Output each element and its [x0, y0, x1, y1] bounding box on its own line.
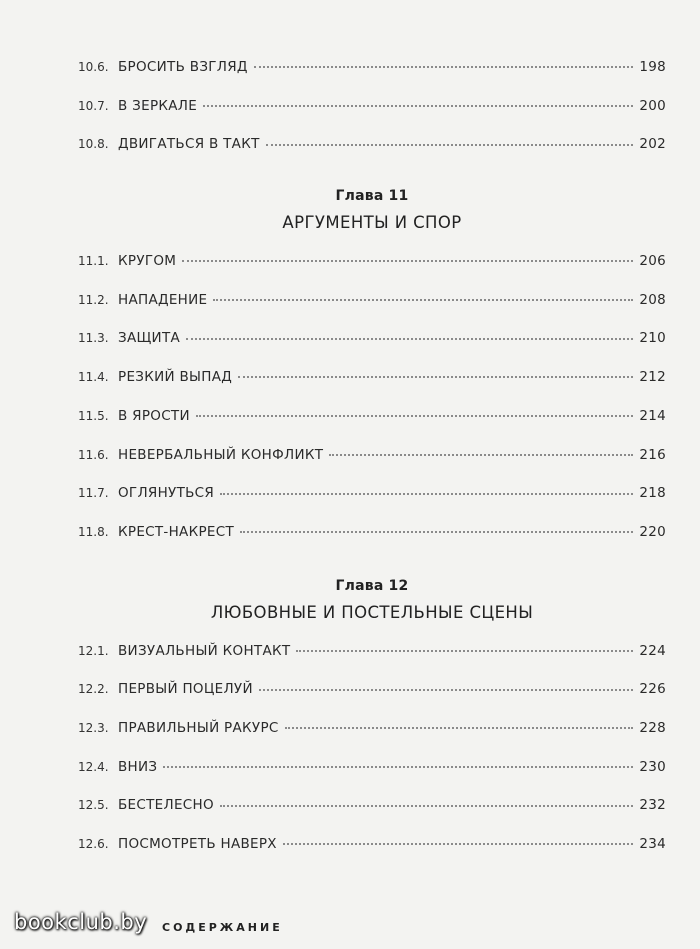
entry-title: НАПАДЕНИЕ — [118, 291, 208, 308]
chapter-title: ЛЮБОВНЫЕ И ПОСТЕЛЬНЫЕ СЦЕНЫ — [210, 602, 534, 622]
dot-leader — [285, 727, 634, 729]
toc-entry[interactable] — [78, 825, 666, 864]
toc-entry[interactable] — [78, 474, 666, 513]
running-head: СОДЕРЖАНИЕ — [162, 921, 283, 934]
dot-leader — [266, 144, 634, 146]
entry-number: 11.3. — [78, 331, 109, 346]
entry-page: 218 — [639, 485, 666, 502]
toc-entry[interactable] — [78, 786, 666, 825]
watermark-logo: bookclub.by — [14, 910, 148, 934]
entry-title: В ЯРОСТИ — [118, 407, 190, 424]
entry-page: 208 — [639, 291, 666, 308]
entry-number: 10.6. — [78, 60, 109, 74]
entry-title: ДВИГАТЬСЯ В ТАКТ — [118, 136, 260, 153]
toc-entry[interactable] — [78, 87, 666, 126]
dot-leader — [213, 299, 633, 301]
dot-leader — [240, 531, 633, 533]
toc-entry[interactable] — [78, 748, 666, 787]
entry-number: 12.4. — [78, 759, 109, 774]
page-footer — [0, 908, 700, 949]
entry-number: 12.5. — [78, 798, 109, 813]
entry-page: 224 — [639, 642, 666, 659]
entry-page: 212 — [639, 369, 666, 386]
entry-title: КРЕСТ-НАКРЕСТ — [118, 523, 235, 540]
dot-leader — [283, 843, 633, 845]
dot-leader — [203, 105, 633, 107]
dot-leader — [163, 766, 633, 768]
toc-entry[interactable] — [78, 125, 666, 164]
entry-page: 202 — [639, 136, 666, 153]
toc-entry[interactable] — [78, 397, 666, 436]
entry-title: РЕЗКИЙ ВЫПАД — [118, 369, 233, 386]
dot-leader — [238, 376, 633, 378]
entry-page: 228 — [639, 719, 666, 736]
entry-title: КРУГОМ — [118, 253, 177, 270]
dot-leader — [182, 260, 633, 262]
entry-page: 226 — [639, 681, 666, 698]
entry-page: 210 — [639, 330, 666, 347]
toc-chapter-11 — [78, 184, 666, 552]
entry-title: ПОСМОТРЕТЬ НАВЕРХ — [118, 836, 277, 852]
table-of-contents — [78, 48, 666, 864]
toc-entry[interactable] — [78, 319, 666, 358]
entry-title: ОГЛЯНУТЬСЯ — [118, 485, 215, 502]
entry-page: 216 — [639, 446, 666, 463]
entry-number: 12.1. — [78, 643, 109, 658]
entry-number: 11.6. — [78, 447, 109, 462]
chapter-label: Глава 12 — [335, 577, 409, 594]
toc-entry[interactable] — [78, 513, 666, 552]
entry-page: 234 — [639, 836, 666, 852]
entry-title: БЕСТЕЛЕСНО — [118, 797, 214, 814]
dot-leader — [329, 454, 633, 456]
entry-number: 12.6. — [78, 837, 109, 851]
dot-leader — [196, 415, 633, 417]
dot-leader — [259, 689, 633, 691]
dot-leader — [186, 338, 633, 340]
entry-page: 220 — [639, 523, 666, 540]
entry-page: 200 — [639, 97, 666, 114]
entry-title: ПЕРВЫЙ ПОЦЕЛУЙ — [118, 681, 253, 698]
entry-title: БРОСИТЬ ВЗГЛЯД — [118, 59, 248, 75]
entry-page: 232 — [639, 797, 666, 814]
entry-number: 11.8. — [78, 524, 109, 539]
entry-number: 12.2. — [78, 682, 109, 697]
dot-leader — [254, 66, 634, 68]
entry-number: 10.8. — [78, 137, 109, 152]
toc-entry[interactable] — [78, 436, 666, 475]
entry-number: 11.1. — [78, 254, 109, 269]
dot-leader — [220, 805, 633, 807]
entry-number: 12.3. — [78, 720, 109, 735]
entry-page: 230 — [639, 758, 666, 775]
entry-title: В ЗЕРКАЛЕ — [118, 97, 198, 114]
toc-entry[interactable] — [78, 242, 666, 281]
dot-leader — [296, 650, 633, 652]
toc-entry[interactable] — [78, 281, 666, 320]
entry-number: 11.5. — [78, 408, 109, 423]
entry-page: 206 — [639, 253, 666, 270]
toc-section-10 — [78, 48, 666, 164]
entry-title: ВНИЗ — [118, 758, 158, 775]
entry-page: 214 — [639, 407, 666, 424]
entry-number: 11.7. — [78, 486, 109, 501]
toc-entry[interactable] — [78, 709, 666, 748]
chapter-label: Глава 11 — [335, 188, 409, 205]
entry-number: 11.2. — [78, 292, 109, 307]
toc-chapter-12 — [78, 574, 666, 864]
toc-entry[interactable] — [78, 358, 666, 397]
toc-entry[interactable] — [78, 632, 666, 671]
entry-title: ЗАЩИТА — [118, 330, 181, 347]
toc-entry[interactable] — [78, 670, 666, 709]
entry-page: 198 — [639, 59, 666, 75]
chapter-title: АРГУМЕНТЫ И СПОР — [282, 213, 462, 233]
toc-entry[interactable] — [78, 48, 666, 87]
entry-title: НЕВЕРБАЛЬНЫЙ КОНФЛИКТ — [118, 446, 324, 463]
entry-title: ПРАВИЛЬНЫЙ РАКУРС — [118, 719, 279, 736]
entry-title: ВИЗУАЛЬНЫЙ КОНТАКТ — [118, 642, 291, 659]
entry-number: 11.4. — [78, 370, 109, 385]
dot-leader — [220, 493, 633, 495]
entry-number: 10.7. — [78, 98, 109, 113]
